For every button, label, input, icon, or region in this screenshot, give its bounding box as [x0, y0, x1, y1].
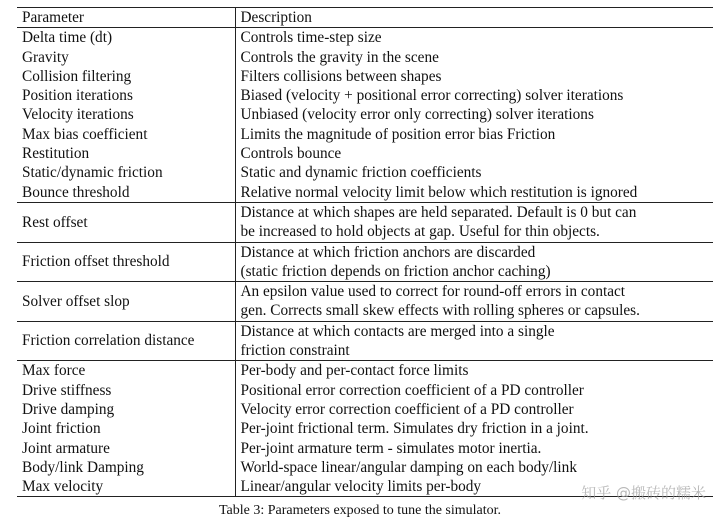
description-line: Velocity error correction coefficient of a PD controller	[240, 400, 574, 418]
parameter-cell: Solver offset slop	[17, 282, 235, 322]
description-line: Positional error correction coefficient of a PD controller	[240, 381, 584, 399]
description-line: Linear/angular velocity limits per-body	[240, 478, 482, 496]
description-cell	[235, 381, 713, 400]
parameter-cell: Gravity	[17, 48, 235, 67]
parameter-table	[17, 7, 713, 497]
parameter-cell: Friction correlation distance	[17, 321, 235, 361]
header-parameter: Parameter	[17, 8, 235, 28]
table-row	[17, 439, 713, 458]
description-cell	[235, 183, 713, 203]
description-cell	[235, 28, 713, 48]
description-line: Filters collisions between shapes	[240, 67, 442, 85]
description-line: Per-joint armature term - simulates motor inertia.	[240, 439, 542, 457]
table-row	[17, 183, 713, 203]
table-row	[17, 321, 713, 361]
parameter-cell: Position iterations	[17, 86, 235, 105]
description-line: Controls bounce	[240, 145, 342, 163]
parameter-cell: Joint armature	[17, 439, 235, 458]
table-row	[17, 28, 713, 48]
description-line: gen. Corrects small skew effects with rolling spheres or capsules.	[240, 302, 640, 320]
parameter-cell: Rest offset	[17, 202, 235, 242]
description-line: Per-body and per-contact force limits	[240, 362, 469, 380]
description-cell	[235, 282, 713, 322]
description-cell	[235, 361, 713, 381]
parameter-cell: Joint friction	[17, 419, 235, 438]
parameter-cell: Static/dynamic friction	[17, 163, 235, 182]
description-cell	[235, 458, 713, 477]
description-cell	[235, 86, 713, 105]
parameter-cell: Max force	[17, 361, 235, 381]
table-row	[17, 144, 713, 163]
table-row	[17, 381, 713, 400]
description-cell	[235, 439, 713, 458]
description-line: Distance at which friction anchors are discarded	[240, 243, 536, 261]
parameter-cell: Max velocity	[17, 477, 235, 497]
table-row	[17, 458, 713, 477]
description-cell	[235, 242, 713, 282]
table-caption: Table 3: Parameters exposed to tune the simulator.	[218, 503, 502, 518]
table-row	[17, 105, 713, 124]
description-cell	[235, 419, 713, 438]
description-line: Controls the gravity in the scene	[240, 48, 439, 66]
header-description: Description	[235, 8, 713, 28]
description-cell	[235, 48, 713, 67]
table-row	[17, 67, 713, 86]
parameter-cell: Bounce threshold	[17, 183, 235, 203]
description-line: Unbiased (velocity error only correcting) solver iterations	[240, 106, 594, 124]
description-line: Controls time-step size	[240, 29, 382, 47]
table-row	[17, 202, 713, 242]
table-body	[17, 28, 713, 497]
description-line: be increased to hold objects at gap. Useful for thin objects.	[240, 223, 600, 241]
description-line: Per-joint frictional term. Simulates dry friction in a joint.	[240, 420, 589, 438]
table-row	[17, 419, 713, 438]
description-cell	[235, 67, 713, 86]
description-cell	[235, 321, 713, 361]
parameter-cell: Drive stiffness	[17, 381, 235, 400]
description-line: Distance at which contacts are merged into a single	[240, 322, 555, 340]
parameter-cell: Friction offset threshold	[17, 242, 235, 282]
table-row	[17, 86, 713, 105]
parameter-cell: Body/link Damping	[17, 458, 235, 477]
description-line: Limits the magnitude of position error bias Friction	[240, 125, 556, 143]
description-cell	[235, 202, 713, 242]
description-line: (static friction depends on friction anchor caching)	[240, 262, 551, 280]
parameter-table-container	[17, 7, 713, 497]
parameter-cell: Collision filtering	[17, 67, 235, 86]
table-row	[17, 48, 713, 67]
table-row	[17, 282, 713, 322]
parameter-cell: Max bias coefficient	[17, 125, 235, 144]
table-row	[17, 400, 713, 419]
table-row	[17, 125, 713, 144]
description-cell	[235, 125, 713, 144]
table-header-row	[17, 8, 713, 28]
description-line: Relative normal velocity limit below which restitution is ignored	[240, 183, 638, 201]
description-line: Biased (velocity + positional error correcting) solver iterations	[240, 87, 624, 105]
watermark: 知乎 @搬砖的糯米	[581, 484, 706, 502]
parameter-cell: Delta time (dt)	[17, 28, 235, 48]
parameter-cell: Drive damping	[17, 400, 235, 419]
description-cell	[235, 105, 713, 124]
description-line: Static and dynamic friction coefficients	[240, 164, 482, 182]
description-line: friction constraint	[240, 342, 350, 360]
description-cell	[235, 400, 713, 419]
description-cell	[235, 163, 713, 182]
parameter-cell: Velocity iterations	[17, 105, 235, 124]
table-row	[17, 242, 713, 282]
description-cell	[235, 144, 713, 163]
description-line: An epsilon value used to correct for round-off errors in contact	[240, 283, 626, 301]
table-row	[17, 163, 713, 182]
description-line: Distance at which shapes are held separated. Default is 0 but can	[240, 203, 637, 221]
description-line: World-space linear/angular damping on each body/link	[240, 458, 577, 476]
table-row	[17, 361, 713, 381]
parameter-cell: Restitution	[17, 144, 235, 163]
